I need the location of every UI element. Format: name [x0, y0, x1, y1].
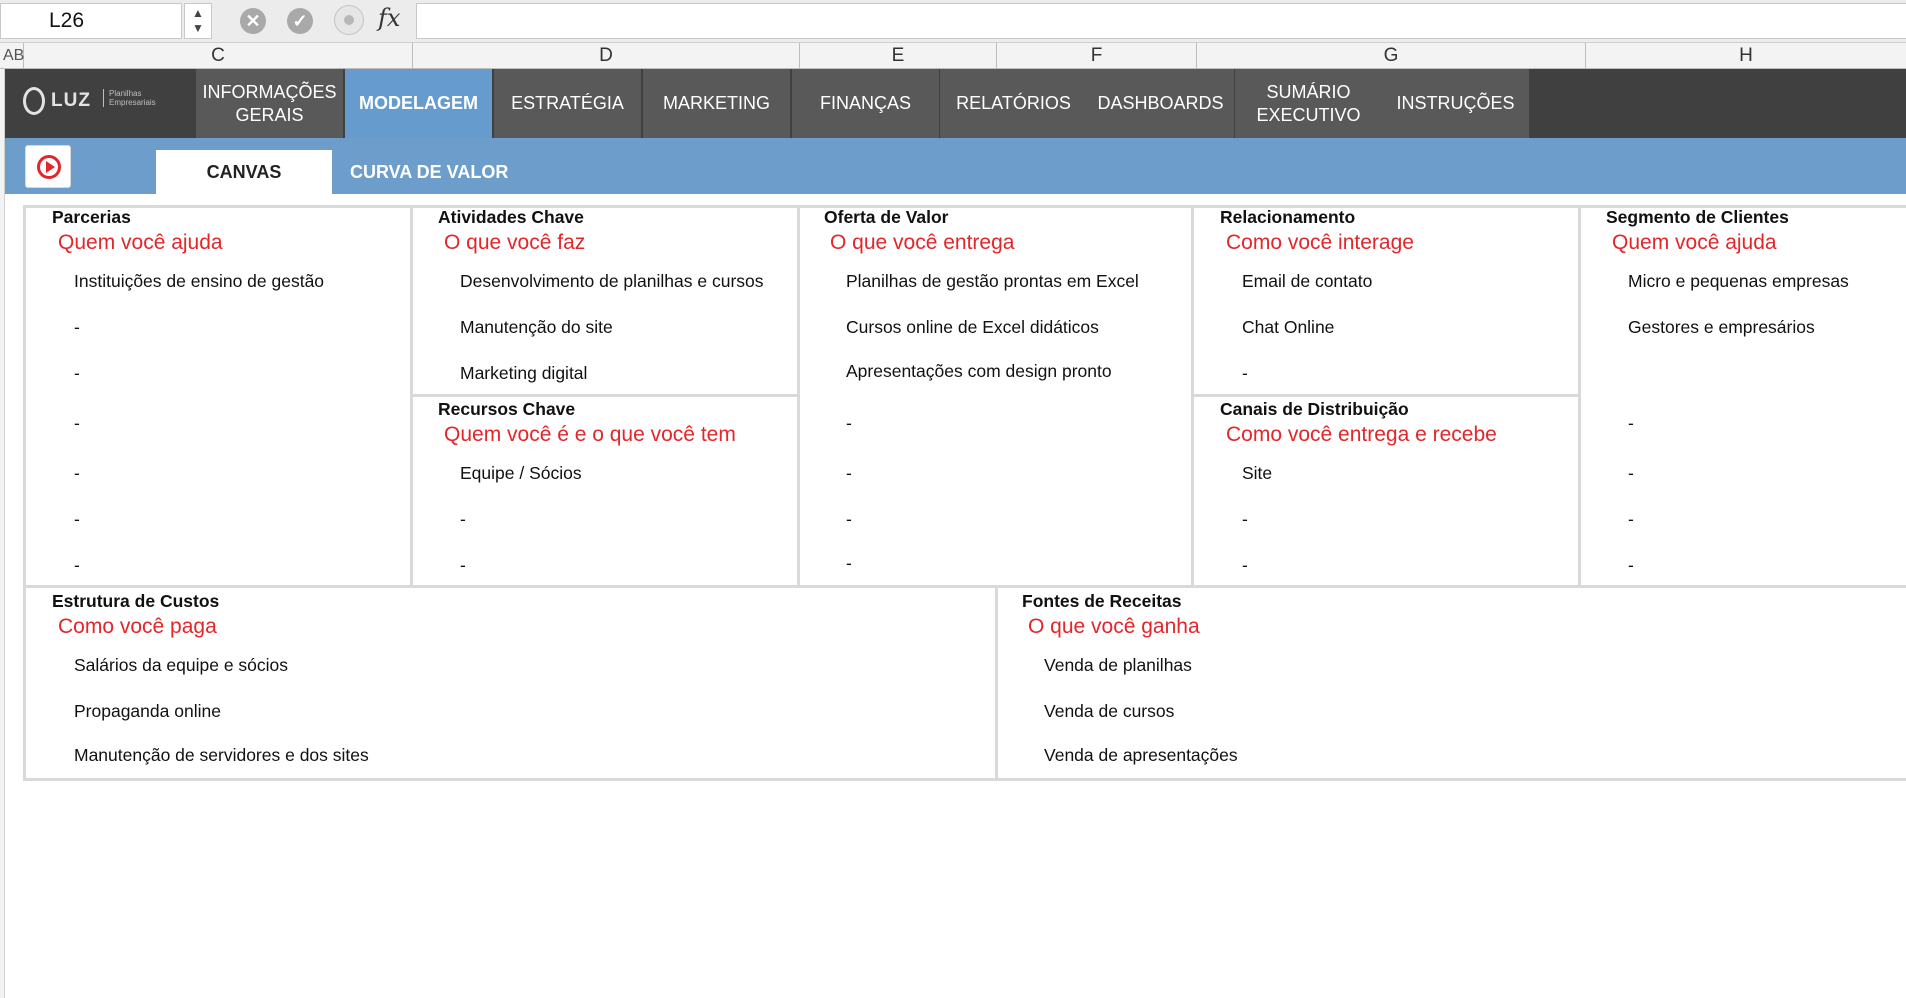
name-box[interactable]: L26	[0, 3, 182, 39]
atividades-subtitle: O que você faz	[444, 231, 586, 254]
custos-item: Propaganda online	[74, 701, 221, 721]
segmento-item: Gestores e empresários	[1628, 317, 1815, 337]
nav-estrategia[interactable]: ESTRATÉGIA	[494, 69, 641, 138]
receitas-item: Venda de apresentações	[1044, 745, 1238, 765]
canais-subtitle: Como você entrega e recebe	[1226, 423, 1497, 446]
recursos-title: Recursos Chave	[438, 399, 576, 419]
parcerias-item: -	[74, 555, 80, 575]
parcerias-item: Instituições de ensino de gestão	[74, 271, 325, 291]
receitas-item: Venda de planilhas	[1044, 655, 1192, 675]
canvas-oferta-de-valor	[797, 205, 1194, 588]
segmento-item: -	[1628, 555, 1634, 575]
nav-marketing[interactable]: MARKETING	[643, 69, 790, 138]
column-header-h[interactable]: H	[1739, 45, 1753, 66]
receitas-title: Fontes de Receitas	[1022, 591, 1182, 611]
oferta-item: -	[846, 509, 852, 529]
atividades-item: Manutenção do site	[460, 317, 613, 337]
atividades-title: Atividades Chave	[438, 207, 584, 227]
sub-navigation	[5, 138, 1906, 194]
relacionamento-subtitle: Como você interage	[1226, 231, 1414, 254]
parcerias-title: Parcerias	[52, 207, 131, 227]
recursos-item: -	[460, 509, 466, 529]
canais-title: Canais de Distribuição	[1220, 399, 1409, 419]
play-video-button[interactable]	[25, 145, 71, 188]
tab-canvas[interactable]: CANVAS	[156, 150, 332, 194]
fx-icon[interactable]: fx	[378, 4, 401, 32]
relacionamento-title: Relacionamento	[1220, 207, 1356, 227]
receitas-item: Venda de cursos	[1044, 701, 1175, 721]
segmento-item: Micro e pequenas empresas	[1628, 271, 1849, 291]
nav-relatorios[interactable]: RELATÓRIOS	[940, 69, 1087, 138]
column-header-corner: AB	[0, 43, 24, 68]
parcerias-item: -	[74, 509, 80, 529]
main-navigation	[5, 69, 1906, 138]
canais-item: Site	[1242, 463, 1273, 483]
parcerias-subtitle: Quem você ajuda	[58, 231, 223, 254]
segmento-item: -	[1628, 413, 1634, 433]
parcerias-item: -	[74, 463, 80, 483]
tab-curva-de-valor[interactable]: CURVA DE VALOR	[350, 161, 509, 182]
recursos-subtitle: Quem você é e o que você tem	[444, 423, 736, 446]
cancel-x-icon[interactable]: ✕	[240, 8, 266, 34]
canais-item: -	[1242, 509, 1248, 529]
oferta-subtitle: O que você entrega	[830, 231, 1015, 254]
column-header-c[interactable]: C	[24, 43, 413, 68]
oferta-item: Apresentações com design pronto	[846, 361, 1112, 381]
receitas-subtitle: O que você ganha	[1028, 615, 1200, 638]
nav-sumario-executivo[interactable]: SUMÁRIO EXECUTIVO	[1235, 69, 1382, 138]
row-header-strip	[0, 69, 5, 998]
column-header-g[interactable]: G	[1197, 43, 1586, 68]
logo-subtitle: Planilhas Empresariais	[103, 89, 169, 107]
canais-item: -	[1242, 555, 1248, 575]
luz-logo	[19, 85, 159, 121]
nav-instrucoes[interactable]: INSTRUÇÕES	[1382, 69, 1529, 138]
atividades-item: Desenvolvimento de planilhas e cursos	[460, 271, 764, 291]
segmento-title: Segmento de Clientes	[1606, 207, 1789, 227]
recursos-item: -	[460, 555, 466, 575]
atividades-item: Marketing digital	[460, 363, 588, 383]
custos-item: Manutenção de servidores e dos sites	[74, 745, 369, 765]
oferta-title: Oferta de Valor	[824, 207, 949, 227]
oferta-item: -	[846, 463, 852, 483]
formula-input[interactable]	[416, 3, 1906, 39]
oferta-item: Cursos online de Excel didáticos	[846, 317, 1099, 337]
nav-informacoes-gerais[interactable]: INFORMAÇÕES GERAIS	[196, 69, 343, 138]
nav-modelagem[interactable]: MODELAGEM	[345, 69, 492, 138]
parcerias-item: -	[74, 317, 80, 337]
insert-function-pill-icon[interactable]	[334, 5, 364, 35]
canvas-segmento-de-clientes	[1578, 205, 1906, 588]
segmento-subtitle: Quem você ajuda	[1612, 231, 1777, 254]
column-header-d[interactable]: D	[413, 43, 800, 68]
nav-dashboards[interactable]: DASHBOARDS	[1087, 69, 1234, 138]
oferta-item: -	[846, 553, 852, 573]
confirm-check-icon[interactable]: ✓	[287, 8, 313, 34]
name-box-stepper[interactable]: ▲ ▼	[184, 3, 212, 39]
column-header-row	[0, 43, 1906, 69]
segmento-item: -	[1628, 509, 1634, 529]
oferta-item: Planilhas de gestão prontas em Excel	[846, 271, 1139, 291]
recursos-item: Equipe / Sócios	[460, 463, 582, 483]
canvas-parcerias	[23, 205, 413, 588]
logo-bulb-icon	[23, 87, 45, 115]
column-header-e[interactable]: E	[800, 43, 997, 68]
formula-bar	[0, 0, 1906, 43]
custos-title: Estrutura de Custos	[52, 591, 220, 611]
relacionamento-item: Email de contato	[1242, 271, 1373, 291]
column-header-f[interactable]: F	[997, 43, 1197, 68]
parcerias-item: -	[74, 413, 80, 433]
oferta-item: -	[846, 413, 852, 433]
relacionamento-item: Chat Online	[1242, 317, 1335, 337]
logo-text: LUZ	[51, 90, 91, 111]
custos-subtitle: Como você paga	[58, 615, 217, 638]
segmento-item: -	[1628, 463, 1634, 483]
parcerias-item: -	[74, 363, 80, 383]
relacionamento-item: -	[1242, 363, 1248, 383]
nav-financas[interactable]: FINANÇAS	[792, 69, 939, 138]
custos-item: Salários da equipe e sócios	[74, 655, 289, 675]
